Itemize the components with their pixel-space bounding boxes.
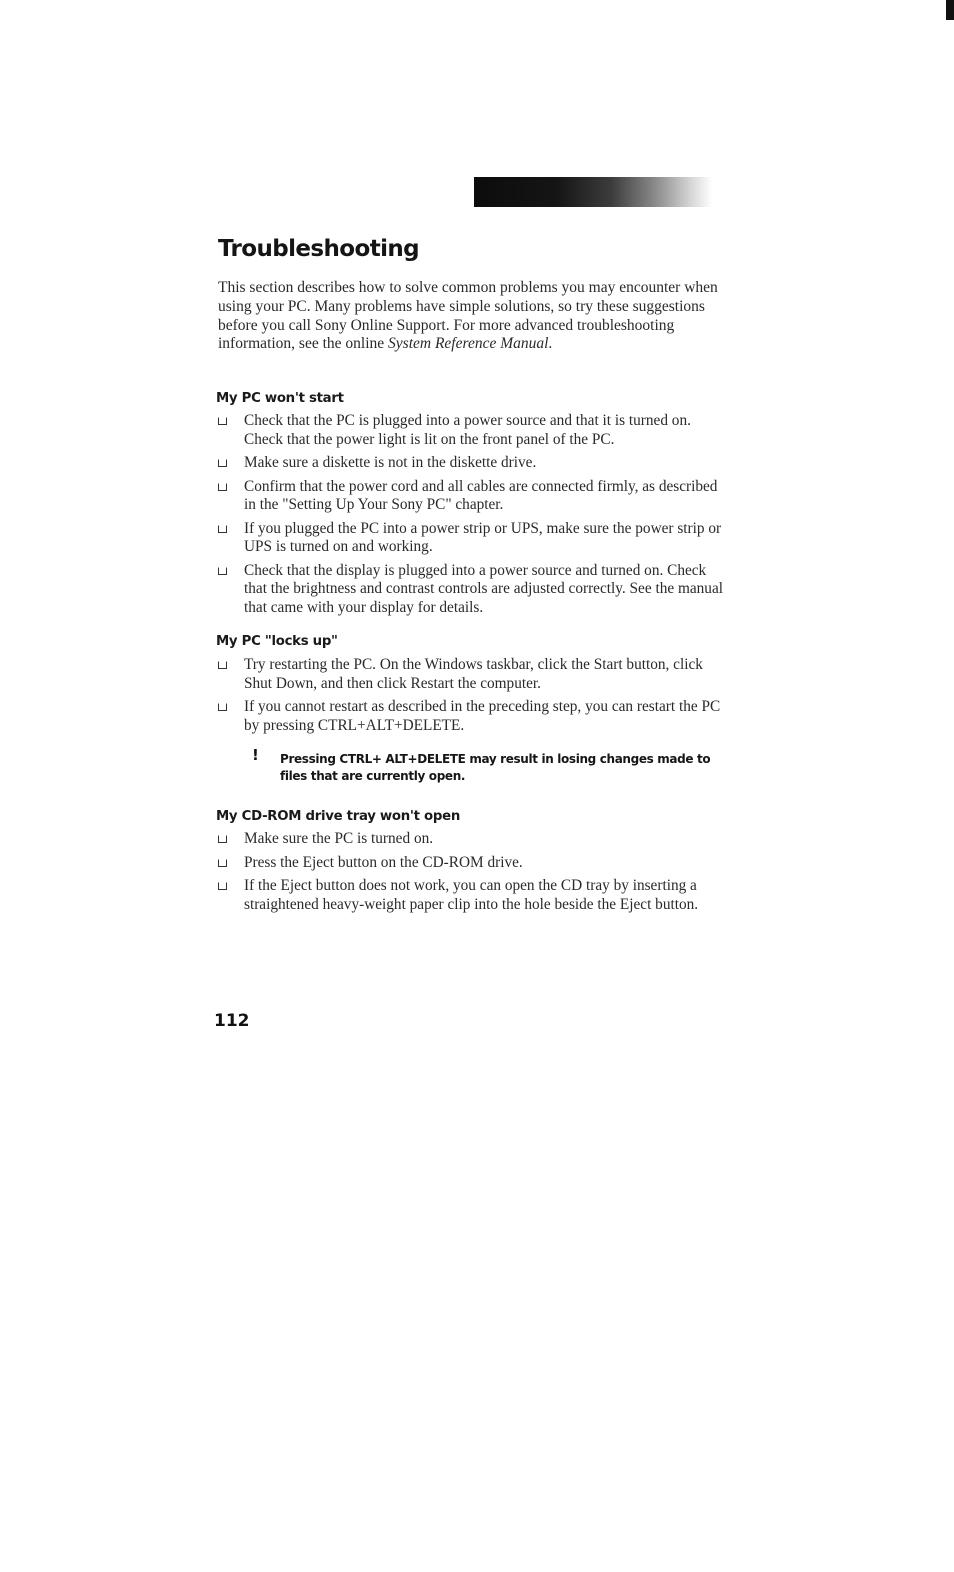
intro-end: . — [548, 335, 553, 353]
list-wont-start — [216, 412, 726, 622]
list-item: If you plugged the PC into a power strip or UPS, make sure the power strip or UPS is turned on and working. — [216, 520, 726, 557]
checkbox-bullet-icon — [218, 417, 227, 425]
list-item: Press the Eject button on the CD-ROM drive. — [216, 854, 726, 873]
warning-note: Pressing CTRL+ ALT+DELETE may result in losing changes made to files that are currently open. — [280, 752, 711, 783]
list-item: If the Eject button does not work, you can open the CD tray by inserting a straightened heavy-weight paper clip into the hole beside the Eject button. — [216, 877, 726, 914]
list-item: Make sure the PC is turned on. — [216, 830, 726, 849]
checkbox-bullet-icon — [218, 525, 227, 533]
list-item: If you cannot restart as described in the preceding step, you can restart the PC by pressing CTRL+ALT+DELETE. — [216, 698, 726, 735]
checkbox-bullet-icon — [218, 567, 227, 575]
checkbox-bullet-icon — [218, 882, 227, 890]
list-item: Check that the PC is plugged into a power source and that it is turned on. Check that the power light is lit on the front panel of the PC. — [216, 412, 726, 449]
checkbox-bullet-icon — [218, 459, 227, 467]
list-item: Make sure a diskette is not in the diskette drive. — [216, 454, 726, 473]
list-item: Check that the display is plugged into a power source and turned on. Check that the brightness and contrast controls are adjusted correctly. See the manual that came with your display for details. — [216, 562, 726, 618]
checkbox-bullet-icon — [218, 703, 227, 711]
checkbox-bullet-icon — [218, 483, 227, 491]
section-header-bar — [474, 177, 712, 207]
checkbox-bullet-icon — [218, 661, 227, 669]
list-item: Try restarting the PC. On the Windows taskbar, click the Start button, click Shut Down, and then click Restart the computer. — [216, 656, 726, 693]
page-number: 112 — [214, 1011, 250, 1031]
list-item: Confirm that the power cord and all cables are connected firmly, as described in the "Setting Up Your Sony PC" chapter. — [216, 478, 726, 515]
checkbox-bullet-icon — [218, 859, 227, 867]
intro-paragraph — [218, 279, 723, 354]
section-heading-locks-up: My PC "locks up" — [216, 634, 338, 649]
page-edge-mark — [946, 0, 954, 20]
list-locks-up — [216, 656, 726, 740]
list-cdrom — [216, 830, 726, 919]
intro-text: This section describes how to solve common problems you may encounter when using your PC. Many problems have simple solutions, so try these suggestions before you call Sony Online Support. For more advanced troubleshooting information, see the online — [218, 279, 718, 353]
page-title: Troubleshooting — [218, 236, 420, 262]
checkbox-bullet-icon — [218, 835, 227, 843]
section-heading-cdrom: My CD-ROM drive tray won't open — [216, 809, 460, 824]
warning-exclamation-icon: ! — [252, 746, 259, 764]
intro-emphasis: System Reference Manual — [388, 335, 549, 353]
section-heading-wont-start: My PC won't start — [216, 391, 344, 406]
